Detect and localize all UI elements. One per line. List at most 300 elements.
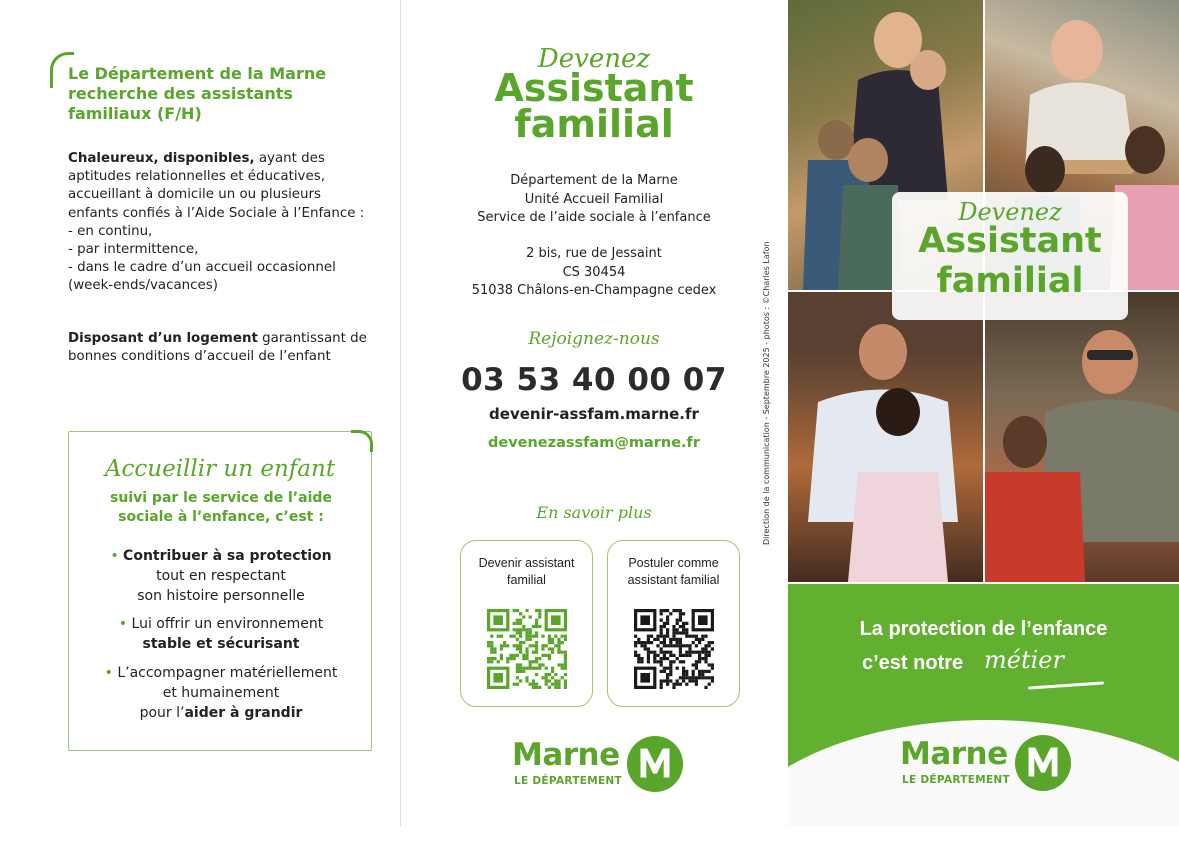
qr-module xyxy=(685,635,688,638)
qr-module xyxy=(688,679,691,682)
qr-module xyxy=(682,625,685,628)
qr-module xyxy=(660,619,663,622)
qr-module xyxy=(672,644,675,647)
mode-item: - par intermittence, xyxy=(68,242,199,258)
logo-subtitle: LE DÉPARTEMENT xyxy=(902,774,1010,786)
qr-module xyxy=(653,660,656,663)
qr-module xyxy=(557,647,560,650)
benefit-text: pour l’ xyxy=(139,705,185,721)
qr-module xyxy=(666,651,669,654)
qr-module xyxy=(640,641,643,644)
qr-module xyxy=(564,660,567,663)
qr-module xyxy=(676,638,679,641)
qr-module xyxy=(548,638,551,641)
qr-module xyxy=(548,686,551,689)
qr-module xyxy=(711,667,714,670)
qr-module xyxy=(672,625,675,628)
qr-module xyxy=(490,660,493,663)
qr-module xyxy=(519,667,522,670)
qr-module xyxy=(506,644,509,647)
qr-module xyxy=(672,660,675,663)
qr-module xyxy=(669,644,672,647)
qr-module xyxy=(545,679,548,682)
qr-module xyxy=(685,644,688,647)
qr-module xyxy=(554,635,557,638)
qr-module xyxy=(701,657,704,660)
qr-module xyxy=(666,673,669,676)
qr-module xyxy=(688,647,691,650)
qr-module xyxy=(519,612,522,615)
qr-module xyxy=(557,644,560,647)
qr-module xyxy=(490,635,493,638)
qr-module xyxy=(519,628,522,631)
qr-module xyxy=(688,651,691,654)
qr-module xyxy=(704,660,707,663)
qr-module xyxy=(548,654,551,657)
benefit-item xyxy=(79,663,363,723)
qr-module xyxy=(682,676,685,679)
qr-module xyxy=(525,667,528,670)
qr-module xyxy=(647,635,650,638)
qr-module xyxy=(516,619,519,622)
housing-paragraph xyxy=(68,330,368,366)
qr-module xyxy=(548,679,551,682)
qr-module xyxy=(516,667,519,670)
qr-module xyxy=(551,647,554,650)
qr-module xyxy=(647,647,650,650)
qr-module xyxy=(557,663,560,666)
qr-module xyxy=(660,683,663,686)
qr-finder xyxy=(640,673,650,683)
qr-module xyxy=(545,676,548,679)
qr-module xyxy=(698,660,701,663)
qr-module xyxy=(564,663,567,666)
qr-module xyxy=(653,651,656,654)
qr-module xyxy=(701,651,704,654)
qr-finder xyxy=(640,615,650,625)
qr-module xyxy=(708,676,711,679)
housing-bold: Disposant d’un logement xyxy=(68,331,258,346)
qr-module xyxy=(701,670,704,673)
qr-module xyxy=(506,660,509,663)
qr-module xyxy=(490,647,493,650)
qr-module xyxy=(538,612,541,615)
qr-module xyxy=(698,654,701,657)
qr-module xyxy=(529,667,532,670)
qr-module xyxy=(688,635,691,638)
qr-module xyxy=(653,654,656,657)
photo-credit: Direction de la communication - Septembre 2025 - photos : ©Charles Lafon xyxy=(762,241,771,545)
qr-module xyxy=(513,609,516,612)
qr-module xyxy=(538,625,541,628)
qr-module xyxy=(541,644,544,647)
qr-module xyxy=(535,631,538,634)
qr-module xyxy=(535,644,538,647)
qr-module xyxy=(532,686,535,689)
qr-module xyxy=(660,631,663,634)
qr-module xyxy=(660,641,663,644)
qr-module xyxy=(663,670,666,673)
qr-module xyxy=(669,663,672,666)
qr-module xyxy=(669,651,672,654)
qr-module xyxy=(685,654,688,657)
qr-module xyxy=(522,625,525,628)
cover-title-line1: Assistant xyxy=(918,221,1102,261)
mid-title-line2: familial xyxy=(514,102,674,146)
benefit-text: Lui offrir un environnement xyxy=(131,616,324,632)
marne-emblem-icon xyxy=(626,735,684,793)
address-line: 2 bis, rue de Jessaint xyxy=(526,246,662,261)
qr-module xyxy=(532,644,535,647)
welcome-box xyxy=(68,431,372,751)
qr-module xyxy=(682,631,685,634)
qr-module xyxy=(535,609,538,612)
qr-module xyxy=(672,635,675,638)
qr-module xyxy=(663,644,666,647)
qr-module xyxy=(509,635,512,638)
qr-module xyxy=(500,657,503,660)
benefit-text: et humainement xyxy=(162,685,280,701)
qr-module xyxy=(516,638,519,641)
qr-module xyxy=(682,660,685,663)
bullet-icon: • xyxy=(110,548,124,564)
qr-module xyxy=(516,676,519,679)
qr-module xyxy=(535,651,538,654)
qr-module xyxy=(644,647,647,650)
qr-module xyxy=(679,683,682,686)
qr-module xyxy=(695,651,698,654)
qr-module xyxy=(548,673,551,676)
qr-module xyxy=(509,657,512,660)
qr-module xyxy=(692,673,695,676)
qr-module xyxy=(711,647,714,650)
bullet-icon: • xyxy=(104,665,118,681)
qr-module xyxy=(557,686,560,689)
qr-module xyxy=(535,625,538,628)
box-corner-decoration xyxy=(351,430,373,452)
qr-module xyxy=(522,667,525,670)
qr-module xyxy=(685,676,688,679)
qr-module xyxy=(519,641,522,644)
qr-module xyxy=(685,628,688,631)
qr-module xyxy=(535,673,538,676)
qr-module xyxy=(666,667,669,670)
qr-module xyxy=(634,654,637,657)
benefit-bold: stable et sécurisant xyxy=(142,636,300,652)
qr-module xyxy=(561,667,564,670)
address-line: 51038 Châlons-en-Champagne cedex xyxy=(471,283,717,298)
right-panel xyxy=(788,0,1179,826)
qr-module xyxy=(637,641,640,644)
qr-module xyxy=(672,654,675,657)
qr-module xyxy=(708,670,711,673)
qr-module xyxy=(525,654,528,657)
qr-module xyxy=(666,644,669,647)
qr-module xyxy=(532,651,535,654)
qr-module xyxy=(545,654,548,657)
qr-module xyxy=(545,683,548,686)
qr-module xyxy=(666,676,669,679)
qr-module xyxy=(647,657,650,660)
qr-module xyxy=(529,663,532,666)
qr-finder xyxy=(551,615,561,625)
qr-module xyxy=(656,635,659,638)
logo-subtitle: LE DÉPARTEMENT xyxy=(514,775,622,787)
qr-module xyxy=(513,628,516,631)
qr-module xyxy=(554,673,557,676)
qr-module xyxy=(708,683,711,686)
box-subtitle: suivi par le service de l’aide sociale à l’enfance, c’est : xyxy=(110,490,332,525)
qr-module xyxy=(551,641,554,644)
qr-module xyxy=(529,660,532,663)
qr-module xyxy=(493,657,496,660)
qr-module xyxy=(695,644,698,647)
qr-module xyxy=(640,644,643,647)
qr-module xyxy=(650,651,653,654)
qr-module xyxy=(647,660,650,663)
housing-rest: garantissant de bonnes conditions d’accueil de l’enfant xyxy=(68,331,367,365)
qr-module xyxy=(487,660,490,663)
qr-module xyxy=(564,683,567,686)
qr-module xyxy=(529,638,532,641)
tagline-underline xyxy=(1028,681,1104,689)
qr-module xyxy=(660,670,663,673)
qr-module xyxy=(522,654,525,657)
qr-module xyxy=(660,651,663,654)
qr-module xyxy=(708,641,711,644)
qr-module xyxy=(660,663,663,666)
qr-module xyxy=(519,663,522,666)
qr-module xyxy=(513,654,516,657)
benefit-item xyxy=(79,546,363,606)
qr-module xyxy=(525,676,528,679)
qr-module xyxy=(682,628,685,631)
qr-module xyxy=(532,625,535,628)
qr-module xyxy=(529,683,532,686)
more-info-label: En savoir plus xyxy=(536,503,652,522)
qr-module xyxy=(487,644,490,647)
qr-module xyxy=(503,644,506,647)
qr-module xyxy=(704,651,707,654)
qr-module xyxy=(525,679,528,682)
org-line: Unité Accueil Familial xyxy=(524,191,664,207)
qr-module xyxy=(519,631,522,634)
qr-module xyxy=(516,622,519,625)
qr-module xyxy=(701,635,704,638)
qr-module xyxy=(660,635,663,638)
email-link[interactable]: devenezassfam@marne.fr xyxy=(487,435,700,451)
photo-man-child-image xyxy=(788,292,983,582)
qr-module xyxy=(663,635,666,638)
qr-module xyxy=(551,638,554,641)
tagline-line1: La protection de l’enfance xyxy=(859,618,1108,640)
qr-module xyxy=(679,625,682,628)
qr-module xyxy=(660,647,663,650)
qr-module xyxy=(711,641,714,644)
qr-module xyxy=(704,654,707,657)
qr-module xyxy=(708,663,711,666)
qr-module xyxy=(669,638,672,641)
qr-module xyxy=(660,686,663,689)
qr-module xyxy=(519,670,522,673)
qr-module xyxy=(564,657,567,660)
qr-module xyxy=(666,622,669,625)
qr-module xyxy=(685,622,688,625)
qr-module xyxy=(682,612,685,615)
qr-code-icon[interactable] xyxy=(634,609,714,689)
qr-module xyxy=(637,638,640,641)
qr-module xyxy=(500,635,503,638)
qr-module xyxy=(663,679,666,682)
qr-module xyxy=(685,673,688,676)
qr-module xyxy=(656,638,659,641)
benefit-text: tout en respectant xyxy=(156,568,286,584)
qr-module xyxy=(637,654,640,657)
qr-module xyxy=(513,644,516,647)
qr-module xyxy=(519,644,522,647)
qr-module xyxy=(698,657,701,660)
qr-module xyxy=(701,647,704,650)
qr-module xyxy=(679,609,682,612)
qr-module xyxy=(532,667,535,670)
qr-module xyxy=(525,647,528,650)
qr-module xyxy=(647,651,650,654)
qr-module xyxy=(519,651,522,654)
qr-module xyxy=(679,631,682,634)
qr-module xyxy=(551,651,554,654)
qr-module xyxy=(669,641,672,644)
photo-man-table-image xyxy=(985,292,1179,582)
marne-emblem-icon xyxy=(1014,734,1072,792)
qr-module xyxy=(637,660,640,663)
qr-module xyxy=(666,628,669,631)
qr-module xyxy=(666,657,669,660)
qr-card-become[interactable] xyxy=(460,540,593,707)
qr-module xyxy=(634,641,637,644)
qr-module xyxy=(711,676,714,679)
phone-number[interactable]: 03 53 40 00 07 xyxy=(461,362,727,398)
qr-card-apply[interactable] xyxy=(607,540,740,707)
qr-module xyxy=(509,654,512,657)
qr-module xyxy=(516,683,519,686)
org-line: Service de l’aide sociale à l’enfance xyxy=(477,210,711,225)
qr-code-icon[interactable] xyxy=(487,609,567,689)
qr-module xyxy=(532,679,535,682)
website-link[interactable]: devenir-assfam.marne.fr xyxy=(489,405,699,423)
qr-module xyxy=(663,657,666,660)
qr-module xyxy=(561,651,564,654)
qr-module xyxy=(564,667,567,670)
qr-module xyxy=(692,670,695,673)
qr-label: Devenir assistant familial xyxy=(478,556,575,587)
join-label: Rejoignez-nous xyxy=(528,329,660,349)
qr-module xyxy=(682,622,685,625)
qr-module xyxy=(676,644,679,647)
qr-module xyxy=(666,635,669,638)
qr-module xyxy=(500,654,503,657)
qr-module xyxy=(554,644,557,647)
qr-module xyxy=(698,651,701,654)
qr-module xyxy=(688,644,691,647)
qr-module xyxy=(660,612,663,615)
qr-module xyxy=(663,641,666,644)
qr-module xyxy=(663,651,666,654)
qr-module xyxy=(564,638,567,641)
qr-module xyxy=(663,622,666,625)
qr-module xyxy=(535,641,538,644)
qr-module xyxy=(653,638,656,641)
qr-module xyxy=(516,609,519,612)
qr-module xyxy=(519,635,522,638)
bullet-icon: • xyxy=(118,616,132,632)
qr-module xyxy=(490,651,493,654)
qr-module xyxy=(644,644,647,647)
benefit-text: son histoire personnelle xyxy=(137,588,305,604)
qr-module xyxy=(704,644,707,647)
qr-module xyxy=(701,673,704,676)
mid-title-line1: Assistant xyxy=(494,66,694,110)
qr-module xyxy=(695,663,698,666)
qr-module xyxy=(516,670,519,673)
qr-module xyxy=(564,679,567,682)
qr-module xyxy=(564,635,567,638)
qr-module xyxy=(551,676,554,679)
qr-module xyxy=(666,615,669,618)
profile-rest: ayant des aptitudes relationnelles et éducatives, accueillant à domicile un ou plusieurs enfants confiés à l’Aide Sociale à l’Enfance : xyxy=(68,151,365,221)
qr-module xyxy=(557,638,560,641)
qr-module xyxy=(525,631,528,634)
qr-module xyxy=(529,615,532,618)
qr-finder xyxy=(698,615,708,625)
tagline-script: métier xyxy=(984,646,1064,674)
benefit-bold: aider à grandir xyxy=(184,705,303,721)
qr-module xyxy=(679,612,682,615)
qr-module xyxy=(493,647,496,650)
qr-module xyxy=(548,635,551,638)
qr-module xyxy=(541,635,544,638)
qr-module xyxy=(679,676,682,679)
qr-module xyxy=(532,683,535,686)
qr-module xyxy=(650,641,653,644)
qr-module xyxy=(548,647,551,650)
qr-module xyxy=(500,644,503,647)
qr-module xyxy=(679,638,682,641)
qr-module xyxy=(656,654,659,657)
qr-module xyxy=(701,676,704,679)
qr-module xyxy=(529,635,532,638)
benefit-bold: Contribuer à sa protection xyxy=(123,548,332,564)
qr-module xyxy=(692,679,695,682)
qr-module xyxy=(561,635,564,638)
qr-module xyxy=(692,651,695,654)
qr-module xyxy=(516,644,519,647)
qr-module xyxy=(666,609,669,612)
qr-module xyxy=(676,641,679,644)
qr-module xyxy=(557,683,560,686)
qr-module xyxy=(679,660,682,663)
qr-module xyxy=(535,635,538,638)
qr-module xyxy=(682,644,685,647)
mode-list xyxy=(68,223,368,296)
qr-module xyxy=(538,609,541,612)
qr-module xyxy=(525,609,528,612)
qr-module xyxy=(487,657,490,660)
qr-module xyxy=(506,657,509,660)
qr-module xyxy=(513,622,516,625)
qr-module xyxy=(538,667,541,670)
benefit-item xyxy=(79,614,363,654)
qr-module xyxy=(695,660,698,663)
